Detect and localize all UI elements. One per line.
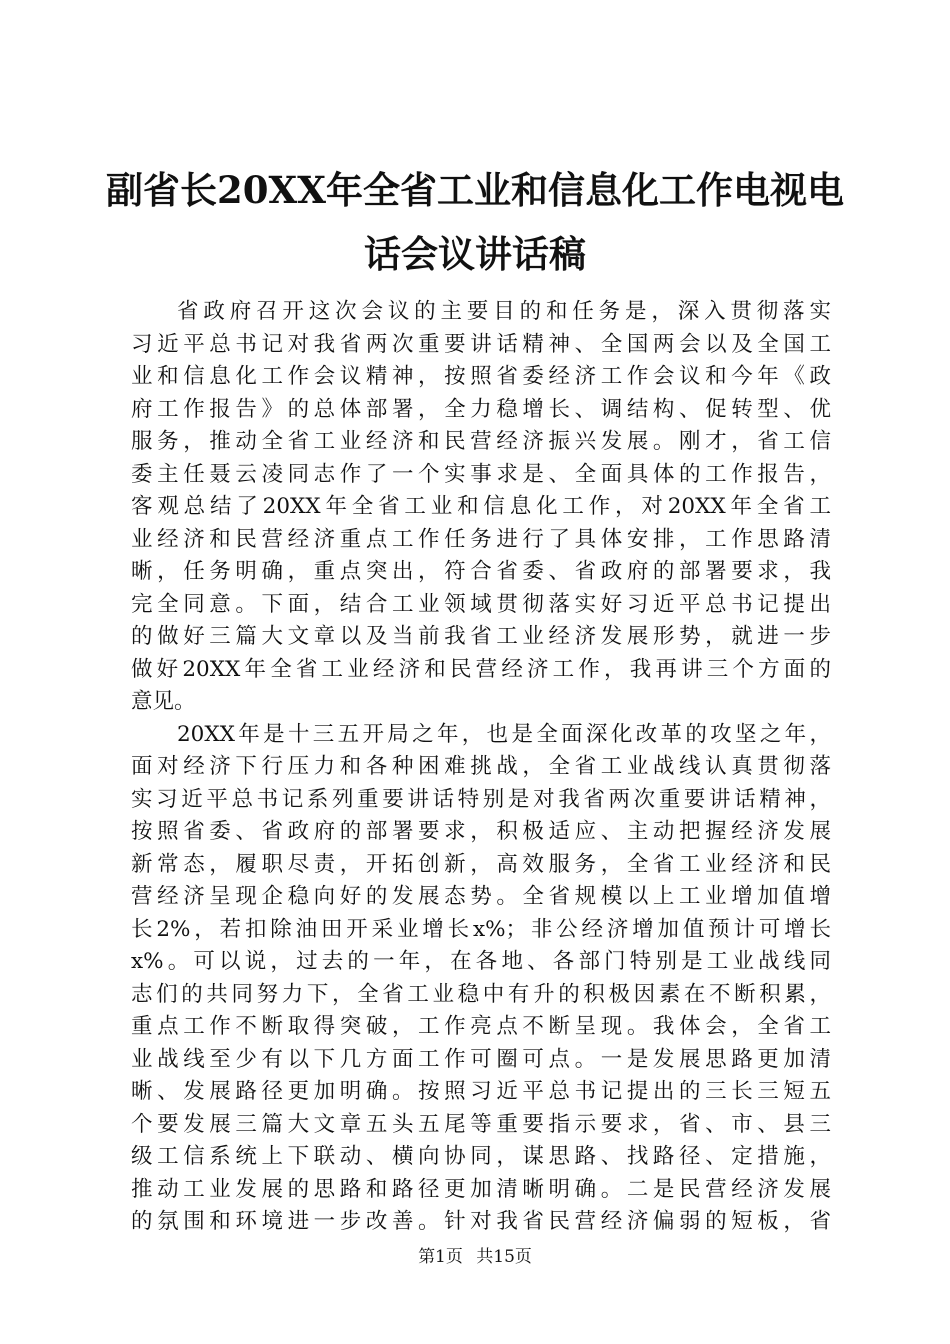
text-line: 服务，推动全省工业经济和民营经济振兴发展。刚才，省工信 — [131, 429, 831, 454]
page-number: 第1页 — [418, 1247, 463, 1267]
text-line: 晰、发展路径更加明确。按照习近平总书记提出的三长三短五 — [131, 1079, 831, 1104]
document-title — [100, 158, 850, 286]
paragraph-1 — [131, 296, 831, 719]
text-line: 志们的共同努力下，全省工业稳中有升的积极因素在不断积累， — [131, 981, 831, 1007]
text-line: 完全同意。下面，结合工业领域贯彻落实好习近平总书记提出 — [131, 591, 831, 617]
page-footer — [0, 1246, 950, 1268]
text-line: 的做好三篇大文章以及当前我省工业经济发展形势，就进一步 — [131, 624, 831, 649]
text-line: 委主任聂云凌同志作了一个实事求是、全面具体的工作报告， — [131, 461, 831, 487]
text-line: 长2%，若扣除油田开采业增长x%；非公经济增加值预计可增长 — [131, 916, 831, 942]
text-line: 按照省委、省政府的部署要求，积极适应、主动把握经济发展 — [131, 819, 831, 844]
text-line: 客观总结了20XX年全省工业和信息化工作，对20XX年全省工 — [131, 494, 831, 519]
paragraph-2 — [131, 719, 831, 1239]
text-line: 业战线至少有以下几方面工作可圈可点。一是发展思路更加清 — [131, 1046, 831, 1072]
text-line: 业和信息化工作会议精神，按照省委经济工作会议和今年《政 — [131, 364, 831, 389]
page-total: 共15页 — [476, 1247, 532, 1267]
text-line: 20XX年是十三五开局之年，也是全面深化改革的攻坚之年， — [177, 721, 831, 747]
text-line: 意见。 — [131, 689, 196, 714]
text-line: 推动工业发展的思路和路径更加清晰明确。二是民营经济发展 — [131, 1176, 831, 1202]
text-line: x%。可以说，过去的一年，在各地、各部门特别是工业战线同 — [131, 949, 831, 974]
text-line: 级工信系统上下联动、横向协同，谋思路、找路径、定措施， — [131, 1144, 831, 1169]
title-line-2: 话会议讲话稿 — [364, 232, 586, 276]
text-line: 省政府召开这次会议的主要目的和任务是，深入贯彻落实 — [177, 299, 831, 324]
text-line: 晰，任务明确，重点突出，符合省委、省政府的部署要求，我 — [131, 559, 831, 584]
text-line: 个要发展三篇大文章五头五尾等重要指示要求，省、市、县三 — [131, 1111, 831, 1137]
text-line: 业经济和民营经济重点工作任务进行了具体安排，工作思路清 — [131, 526, 831, 552]
text-line: 营经济呈现企稳向好的发展态势。全省规模以上工业增加值增 — [131, 884, 831, 909]
text-line: 府工作报告》的总体部署，全力稳增长、调结构、促转型、优 — [131, 396, 831, 422]
document-body — [131, 296, 831, 1239]
text-line: 实习近平总书记系列重要讲话特别是对我省两次重要讲话精神， — [131, 786, 831, 812]
text-line: 的氛围和环境进一步改善。针对我省民营经济偏弱的短板，省 — [131, 1209, 831, 1234]
text-line: 习近平总书记对我省两次重要讲话精神、全国两会以及全国工 — [131, 331, 831, 357]
text-line: 重点工作不断取得突破，工作亮点不断呈现。我体会，全省工 — [131, 1014, 831, 1039]
text-line: 新常态，履职尽责，开拓创新，高效服务，全省工业经济和民 — [131, 851, 831, 877]
title-line-1: 副省长20XX年全省工业和信息化工作电视电 — [106, 168, 844, 212]
text-line: 做好20XX年全省工业经济和民营经济工作，我再讲三个方面的 — [131, 656, 831, 682]
text-line: 面对经济下行压力和各种困难挑战，全省工业战线认真贯彻落 — [131, 754, 831, 779]
